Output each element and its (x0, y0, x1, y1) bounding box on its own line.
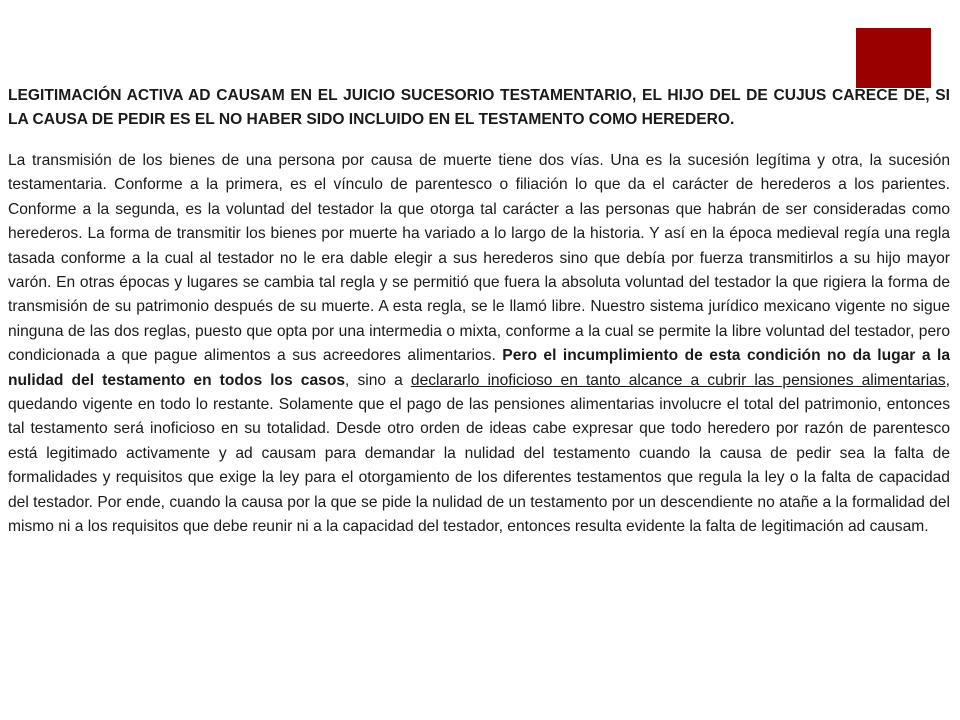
body-bold-phrase: Pero el incumplimiento de esta condición no da lugar a la nulidad del testamento en todos los casos (8, 347, 950, 389)
body-text-part-1: La transmisión de los bienes de una persona por causa de muerte tiene dos vías. Una es la sucesión legítima y otra, la sucesión testamentaria. Conforme a la primera, es el vínculo de parentesco o filiación lo que da el carácter de herederos a los parientes. Conforme a la segunda, es la voluntad del testador la que otorga tal carácter a las personas que habrán de ser consideradas como herederos. La forma de transmitir los bienes por muerte ha variado a lo largo de la historia. Y así en la época medieval regía una regla tasada conforme a la cual al testador no le era dable elegir a sus herederos sino que debía por fuerza transmitirlos a su hijo mayor varón. En otras épocas y lugares se cambia tal regla y se permitió que fuera la absoluta voluntad del testador la que rigiera la forma de transmisión de su patrimonio después de su muerte. A esta regla, se le llamó libre. Nuestro sistema jurídico mexicano vigente no sigue ninguna de las dos reglas, puesto que opta por una intermedia o mixta, conforme a la cual se permite la libre voluntad del testador, pero condicionada a que pague alimentos a sus acreedores alimentarios. (8, 152, 950, 365)
body-text-part-2: , sino a (345, 371, 411, 389)
body-paragraph (8, 149, 950, 540)
accent-square (856, 28, 931, 88)
slide-content (8, 84, 950, 540)
slide-heading: LEGITIMACIÓN ACTIVA AD CAUSAM EN EL JUICIO SUCESORIO TESTAMENTARIO, EL HIJO DEL DE CUJUS CARECE DE, SI LA CAUSA DE PEDIR ES EL NO HABER SIDO INCLUIDO EN EL TESTAMENTO COMO HEREDERO. (8, 87, 950, 128)
body-text-part-3: , quedando vigente en todo lo restante. Solamente que el pago de las pensiones alimentarias involucre el total del patrimonio, entonces tal testamento será inoficioso en su totalidad. Desde otro orden de ideas cabe expresar que todo heredero por razón de parentesco está legitimado activamente y ad causam para demandar la nulidad del testamento cuando la causa de pedir sea la falta de formalidades y requisitos que exige la ley para el otorgamiento de los diferentes testamentos que regula la ley o la falta de capacidad del testador. Por ende, cuando la causa por la que se pide la nulidad de un testamento por un descendiente no atañe a la formalidad del mismo ni a los requisitos que debe reunir ni a la capacidad del testador, entonces resulta evidente la falta de legitimación ad causam. (8, 371, 950, 536)
body-underlined-phrase: declararlo inoficioso en tanto alcance a cubrir las pensiones alimentarias (410, 371, 946, 389)
